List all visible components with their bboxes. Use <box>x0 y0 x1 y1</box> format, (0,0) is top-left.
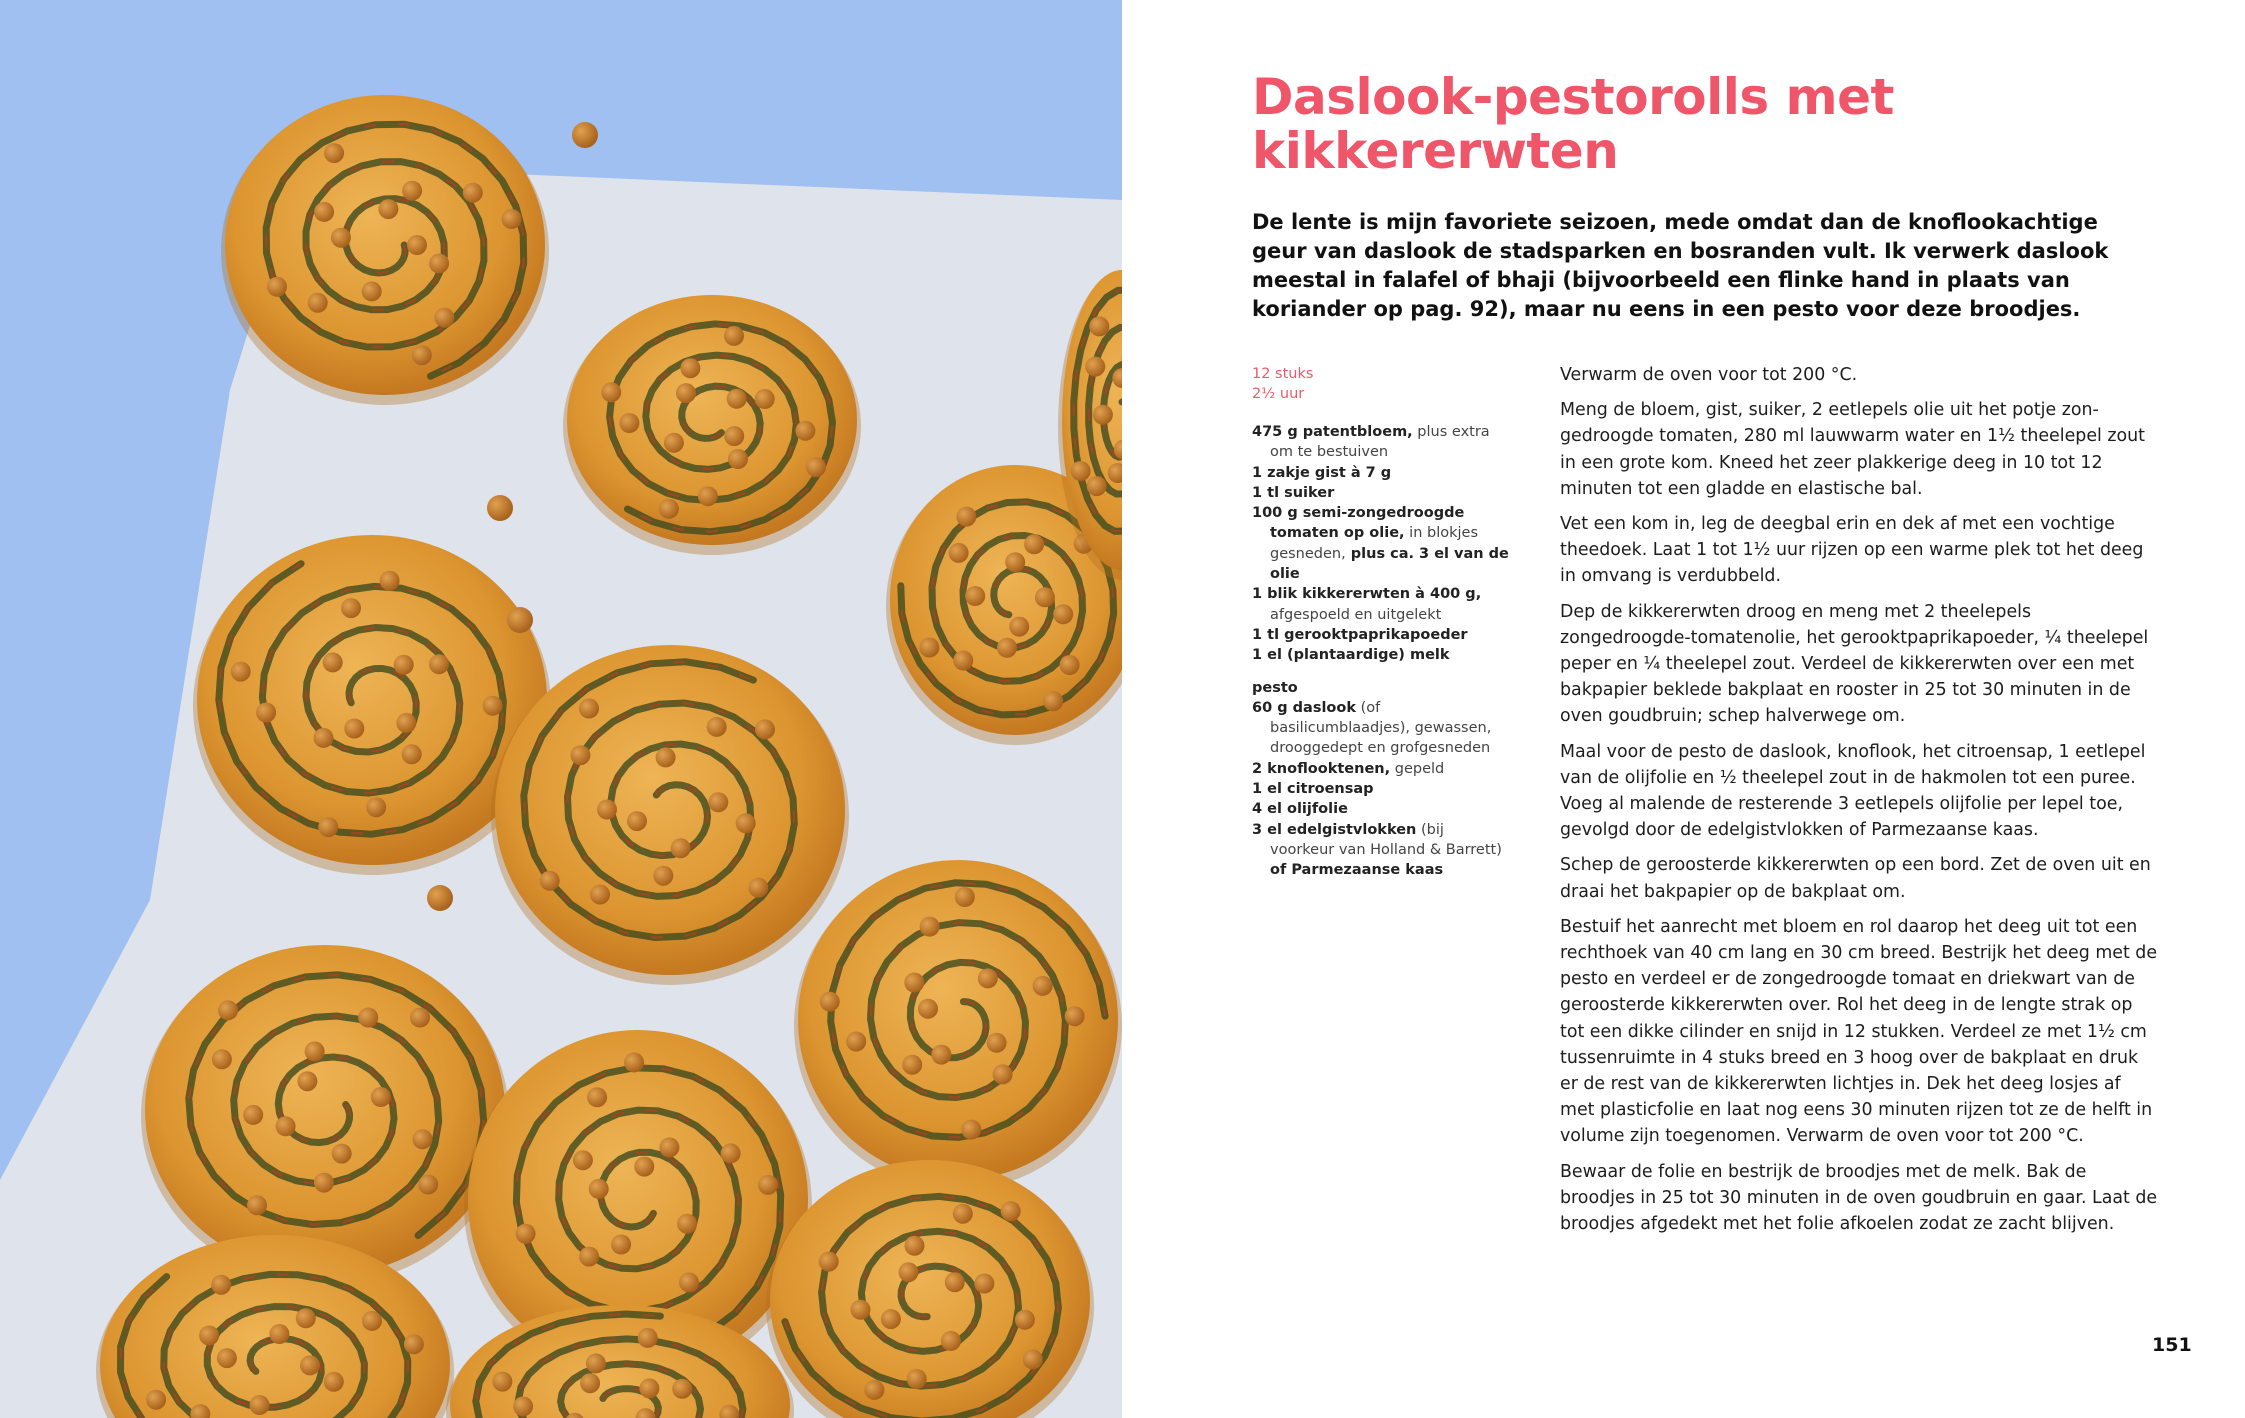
chickpea <box>1035 587 1055 607</box>
method-steps <box>1560 362 2160 1246</box>
pesto-heading: pesto <box>1252 679 1298 696</box>
chickpea <box>611 1235 631 1255</box>
chickpea <box>659 499 679 519</box>
chickpea <box>619 413 639 433</box>
chickpea <box>341 598 361 618</box>
chickpea <box>308 293 328 313</box>
chickpea <box>589 1179 609 1199</box>
chickpea <box>676 383 696 403</box>
chickpea <box>318 817 338 837</box>
chickpea <box>146 1390 166 1410</box>
chickpea <box>1060 655 1080 675</box>
chickpea <box>955 887 975 907</box>
chickpea <box>904 973 924 993</box>
chickpea <box>846 1032 866 1052</box>
chickpea <box>965 586 985 606</box>
main-ingredients <box>1252 422 1512 666</box>
ingredient-name: 1 el (plantaardige) melk <box>1252 647 1450 664</box>
chickpea <box>366 797 386 817</box>
chickpea <box>380 571 400 591</box>
chickpea <box>243 1105 263 1125</box>
ingredient-name: 1 blik kikkererwten à 400 g, <box>1252 586 1482 603</box>
chickpea <box>429 654 449 674</box>
roll <box>491 645 849 985</box>
ingredient-item <box>1252 463 1512 483</box>
pesto-ingredients <box>1252 698 1512 881</box>
method-step: Maal voor de pesto de daslook, knoflook, het citroensap, 1 eetlepel van de olijfolie en ½ theelepel zout in de hakmolen tot een puree. Voeg al malende de resterende 3 eetlepels olijfolie per lepel toe, gevolgd door de edelgistvlokken of Parmezaanse kaas. <box>1560 741 2146 841</box>
chickpea <box>332 1144 352 1164</box>
ingredients-list <box>1252 422 1512 881</box>
chickpea <box>314 1173 334 1193</box>
chickpea <box>656 747 676 767</box>
chickpea <box>659 1137 679 1157</box>
chickpea <box>218 1000 238 1020</box>
recipe-photo <box>0 0 1122 1418</box>
chickpea <box>1065 1006 1085 1026</box>
ingredient-item <box>1252 779 1512 799</box>
chickpea <box>820 992 840 1012</box>
chickpea <box>881 1309 901 1329</box>
chickpea <box>324 1372 344 1392</box>
chickpea <box>639 1378 659 1398</box>
chickpea <box>920 917 940 937</box>
chickpea <box>362 1311 382 1331</box>
ingredient-name: 2 knoflooktenen, <box>1252 760 1391 777</box>
chickpea <box>1085 357 1105 377</box>
method-step: Meng de bloem, gist, suiker, 2 eetlepels olie uit het potje zon-gedroogde tomaten, 280 ml lauwwarm water en 1½ theelepel zout in een grote kom. Kneed het zeer plakkerige deeg in 10 tot 12 minuten tot een gladde en elastische bal. <box>1560 400 2145 499</box>
chickpea <box>864 1380 884 1400</box>
chickpea <box>919 638 939 658</box>
chickpea <box>402 744 422 764</box>
chickpea <box>680 358 700 378</box>
chickpea <box>314 728 334 748</box>
chickpea <box>269 1324 289 1344</box>
chickpea <box>755 389 775 409</box>
chickpea <box>580 1373 600 1393</box>
chickpea <box>634 1157 654 1177</box>
method-step: Bestuif het aanrecht met bloem en rol daarop het deeg uit tot een rechthoek van 40 cm lang en 30 cm breed. Bestrijk het deeg met de pesto en verdeel er de zongedroogde tomaat en driekwart van de geroosterde kikkererwten over. Rol het deeg in de lengte strak op tot een dikke cilinder en snijd in 12 stukken. Verdeel ze met 1½ cm tussenruimte in 4 stuks breed en 3 hoog over de bakplaat en druk er de rest van de kikkererwten lichtjes in. Dek het deeg losjes af met plasticfolie en laat nog eens 30 minuten rijzen tot ze de helft in volume zijn toegenomen. Verwarm de oven voor tot 200 °C. <box>1560 916 2158 1147</box>
chickpea <box>256 703 276 723</box>
chickpea <box>217 1348 237 1368</box>
chickpea <box>434 308 454 328</box>
chickpea <box>918 999 938 1019</box>
chickpea <box>276 1116 296 1136</box>
roll <box>794 860 1122 1190</box>
chickpea <box>956 507 976 527</box>
chickpea <box>597 800 617 820</box>
chickpea <box>540 871 560 891</box>
ingredient-name: 4 el olijfolie <box>1252 801 1348 818</box>
chickpea <box>507 607 533 633</box>
ingredient-name: 100 g semi-zongedroogde tomaten op olie, <box>1252 505 1465 542</box>
ingredient-name: 1 tl suiker <box>1252 484 1335 501</box>
recipe-time: 2½ uur <box>1252 386 1305 402</box>
chickpea <box>679 1272 699 1292</box>
chickpea <box>997 638 1017 658</box>
chickpea <box>323 652 343 672</box>
chickpea <box>993 1064 1013 1084</box>
chickpea <box>1053 604 1073 624</box>
chickpea <box>902 1055 922 1075</box>
ingredient-note: plus extra om te bestuiven <box>1270 424 1490 461</box>
chickpea <box>708 792 728 812</box>
chickpea <box>721 1143 741 1163</box>
ingredient-note: gepeld <box>1390 760 1445 777</box>
chickpea <box>907 1369 927 1389</box>
chickpea <box>199 1326 219 1346</box>
chickpea <box>572 122 598 148</box>
chickpea <box>305 1041 325 1061</box>
chickpea <box>247 1195 267 1215</box>
chickpea <box>931 1045 951 1065</box>
chickpea <box>905 1236 925 1256</box>
ingredient-item <box>1252 483 1512 503</box>
ingredient-item <box>1252 759 1512 779</box>
roll <box>563 295 861 555</box>
chickpea <box>410 1008 430 1028</box>
ingredient-name: 475 g patentbloem, <box>1252 424 1413 440</box>
ingredient-name-extra: plus ca. 3 el van de olie <box>1270 545 1509 583</box>
ingredient-item <box>1252 799 1512 819</box>
chickpea <box>324 143 344 163</box>
chickpea <box>677 1214 697 1234</box>
ingredient-item <box>1252 645 1512 665</box>
chickpea <box>1043 691 1063 711</box>
method-step: Bewaar de folie en bestrijk de broodjes met de melk. Bak de broodjes in 25 tot 30 minuten in de oven goudbruin en gaar. Laat de broodjes afgedekt met het folie afkoelen zodat ze zacht blijven. <box>1560 1161 2158 1235</box>
chickpea <box>586 1353 606 1373</box>
ingredient-item <box>1252 820 1512 881</box>
chickpea <box>344 719 364 739</box>
chickpea <box>1009 617 1029 637</box>
ingredient-name: 1 zakje gist à 7 g <box>1252 464 1392 481</box>
chickpea <box>487 495 513 521</box>
chickpea <box>1071 461 1091 481</box>
chickpea <box>231 662 251 682</box>
recipe-meta <box>1252 364 1512 404</box>
ingredient-item <box>1252 503 1512 584</box>
chickpea <box>579 1247 599 1267</box>
chickpea <box>949 543 969 563</box>
ingredient-name: 3 el edelgistvlokken <box>1252 821 1417 838</box>
chickpea <box>412 345 432 365</box>
chickpea <box>1089 316 1109 336</box>
chickpea <box>961 1120 981 1140</box>
chickpea <box>601 382 621 402</box>
chickpea <box>755 719 775 739</box>
chickpea <box>1015 1310 1035 1330</box>
chickpea <box>664 433 684 453</box>
chickpea <box>653 866 673 886</box>
chickpea <box>513 1396 533 1416</box>
ingredient-item <box>1252 584 1512 625</box>
chickpea <box>987 1033 1007 1053</box>
chickpea <box>211 1275 231 1295</box>
chickpea <box>953 651 973 671</box>
chickpea <box>396 713 416 733</box>
chickpea <box>358 1008 378 1028</box>
chickpea <box>724 326 744 346</box>
chickpea <box>978 968 998 988</box>
chickpea <box>418 1175 438 1195</box>
rolls-illustration <box>0 0 1122 1418</box>
ingredient-item <box>1252 698 1512 759</box>
chickpea <box>570 745 590 765</box>
chickpea <box>573 1150 593 1170</box>
chickpea <box>296 1308 316 1328</box>
chickpea <box>806 457 826 477</box>
chickpea <box>502 209 522 229</box>
chickpea <box>899 1262 919 1282</box>
chickpea <box>314 202 334 222</box>
ingredient-note: (bij voorkeur van Holland & Barrett) <box>1270 821 1502 858</box>
chickpea <box>1087 476 1107 496</box>
chickpea <box>748 878 768 898</box>
chickpea <box>378 199 398 219</box>
chickpea <box>941 1331 961 1351</box>
ingredient-item <box>1252 625 1512 645</box>
recipe-title: Daslook-pestorolls met kikkererwten <box>1252 68 1894 180</box>
roll <box>141 945 509 1285</box>
recipe-intro: De lente is mijn favoriete seizoen, mede omdat dan de knoflookachtige geur van daslook de stadsparken en bosranden vult. Ik verwerk daslook meestal in falafel of bhaji (bijvoorbeeld een flinke hand in plaats van koriander op pag. 92), maar nu eens in een pesto voor deze broodjes. <box>1252 210 2109 321</box>
chickpea <box>707 717 727 737</box>
chickpea <box>331 228 351 248</box>
chickpea <box>1024 534 1044 554</box>
chickpea <box>394 655 414 675</box>
recipe-yield: 12 stuks <box>1252 366 1314 382</box>
chickpea <box>758 1175 778 1195</box>
method-step: Schep de geroosterde kikkererwten op een bord. Zet de oven uit en draai het bakpapier op de bakplaat om. <box>1560 855 2151 902</box>
chickpea <box>590 885 610 905</box>
chickpea <box>851 1300 871 1320</box>
ingredient-note: in blokjes gesneden, <box>1270 525 1479 562</box>
chickpea <box>1005 552 1025 572</box>
chickpea <box>724 426 744 446</box>
chickpea <box>672 1379 692 1399</box>
ingredient-note: afgespoeld en uitgelekt <box>1270 606 1442 623</box>
chickpea <box>819 1252 839 1272</box>
chickpea <box>407 235 427 255</box>
chickpea <box>404 1334 424 1354</box>
ingredient-name: 1 tl gerooktpaprikapoeder <box>1252 626 1468 643</box>
chickpea <box>427 885 453 911</box>
chickpea <box>953 1204 973 1224</box>
chickpea <box>429 254 449 274</box>
chickpea <box>371 1087 391 1107</box>
chickpea <box>297 1071 317 1091</box>
chickpea <box>974 1274 994 1294</box>
ingredient-name: 1 el citroensap <box>1252 781 1374 798</box>
method-step: Vet een kom in, leg de deegbal erin en dek af met een vochtige theedoek. Laat 1 tot 1½ uur rijzen op een warme plek tot het deeg in omvang is verdubbeld. <box>1560 514 2144 587</box>
chickpea <box>795 421 815 441</box>
chickpea <box>727 389 747 409</box>
chickpea <box>413 1129 433 1149</box>
chickpea <box>212 1049 232 1069</box>
chickpea <box>1093 405 1113 425</box>
chickpea <box>627 811 647 831</box>
chickpea <box>1023 1349 1043 1369</box>
chickpea <box>1001 1201 1021 1221</box>
chickpea <box>728 449 748 469</box>
method-step: Dep de kikkererwten droog en meng met 2 theelepels zongedroogde-tomatenolie, het gerooktpaprikapoeder, ¼ theelepel peper en ¼ theelepel zout. Verdeel de kikkererwten over een met bakpapier beklede bakplaat en rooster in 25 tot 30 minuten in de oven goudbruin; schep halverwege om. <box>1560 601 2149 727</box>
chickpea <box>362 281 382 301</box>
chickpea <box>579 699 599 719</box>
ingredient-name: 60 g daslook <box>1252 699 1356 716</box>
chickpea <box>463 183 483 203</box>
chickpea <box>300 1355 320 1375</box>
chickpea <box>402 181 422 201</box>
roll <box>221 95 549 405</box>
chickpea <box>483 696 503 716</box>
page-number: 151 <box>2152 1334 2192 1356</box>
chickpea <box>945 1272 965 1292</box>
chickpea <box>671 838 691 858</box>
recipe-page <box>1122 0 2245 1418</box>
chickpea <box>250 1395 270 1415</box>
chickpea <box>267 277 287 297</box>
chickpea <box>1033 976 1053 996</box>
method-step: Verwarm de oven voor tot 200 °C. <box>1560 365 1858 385</box>
chickpea <box>638 1328 658 1348</box>
chickpea <box>516 1224 536 1244</box>
chickpea <box>587 1087 607 1107</box>
ingredient-item <box>1252 422 1512 463</box>
ingredient-name-extra: of Parmezaanse kaas <box>1270 862 1444 879</box>
ingredient-note: (of basilicumblaadjes), gewassen, drooggedept en grofgesneden <box>1270 699 1492 757</box>
chickpea <box>492 1372 512 1392</box>
chickpea <box>624 1052 644 1072</box>
chickpea <box>736 813 756 833</box>
chickpea <box>698 486 718 506</box>
